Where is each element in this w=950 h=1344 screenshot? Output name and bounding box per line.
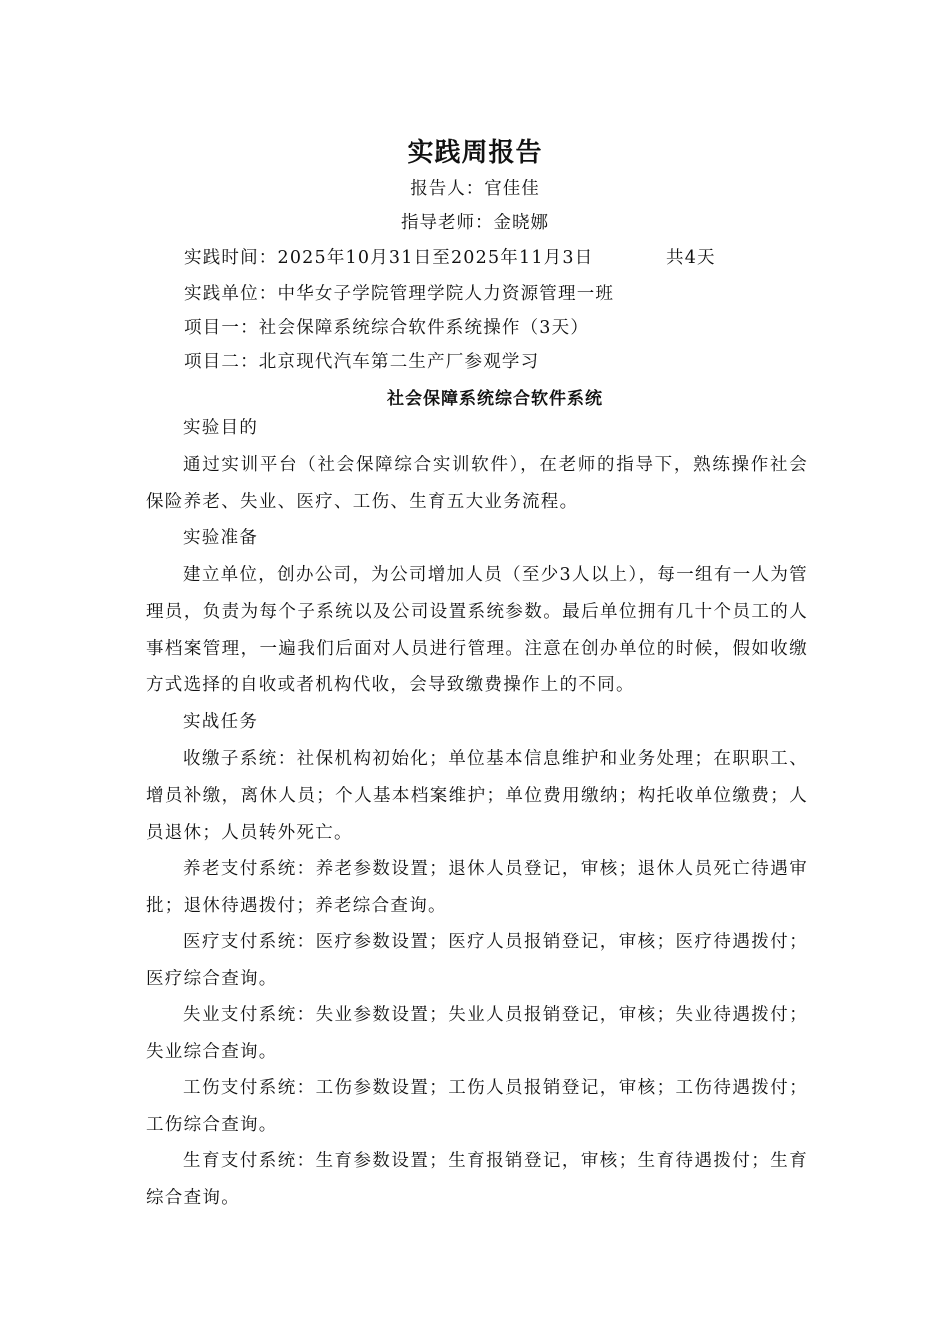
advisor-line: 指导老师：金晓娜 (401, 213, 549, 233)
paragraph-medical-system: 医疗支付系统：医疗参数设置；医疗人员报销登记，审核；医疗待遇拨付；医疗综合查询。 (146, 932, 808, 989)
heading-preparation: 实验准备 (183, 528, 259, 548)
project-one: 项目一：社会保障系统综合软件系统操作（3天） (184, 318, 590, 338)
practice-duration: 共4天 (666, 248, 716, 268)
report-title: 实践周报告 (407, 138, 543, 168)
paragraph-maternity-system: 生育支付系统：生育参数设置；生育报销登记，审核；生育待遇拨付；生育综合查询。 (146, 1151, 808, 1208)
paragraph-collection-system: 收缴子系统：社保机构初始化；单位基本信息维护和业务处理；在职职工、增员补缴，离休人员；个人基本档案维护；单位费用缴纳；构托收单位缴费；人员退休；人员转外死亡。 (146, 749, 808, 843)
project-two: 项目二：北京现代汽车第二生产厂参观学习 (184, 352, 540, 372)
paragraph-pension-system: 养老支付系统：养老参数设置；退休人员登记，审核；退休人员死亡待遇审批；退休待遇拨付；养老综合查询。 (146, 859, 808, 916)
practice-time: 实践时间：2025年10月31日至2025年11月3日 (184, 248, 594, 268)
paragraph-preparation: 建立单位，创办公司，为公司增加人员（至少3人以上），每一组有一人为管理员，负责为每个子系统以及公司设置系统参数。最后单位拥有几十个员工的人事档案管理，一遍我们后面对人员进行管理。注意在创办单位的时候，假如收缴方式选择的自收或者机构代收，会导致缴费操作上的不同。 (146, 565, 808, 696)
reporter-line: 报告人：官佳佳 (410, 179, 540, 199)
paragraph-unemployment-system: 失业支付系统：失业参数设置；失业人员报销登记，审核；失业待遇拨付；失业综合查询。 (146, 1005, 808, 1062)
paragraph-purpose: 通过实训平台（社会保障综合实训软件），在老师的指导下，熟练操作社会保险养老、失业、医疗、工伤、生育五大业务流程。 (146, 455, 808, 512)
heading-tasks: 实战任务 (183, 712, 259, 732)
section-title: 社会保障系统综合软件系统 (387, 389, 603, 409)
paragraph-injury-system: 工伤支付系统：工伤参数设置；工伤人员报销登记，审核；工伤待遇拨付；工伤综合查询。 (146, 1078, 808, 1135)
practice-unit: 实践单位：中华女子学院管理学院人力资源管理一班 (184, 284, 615, 304)
heading-purpose: 实验目的 (183, 418, 259, 438)
